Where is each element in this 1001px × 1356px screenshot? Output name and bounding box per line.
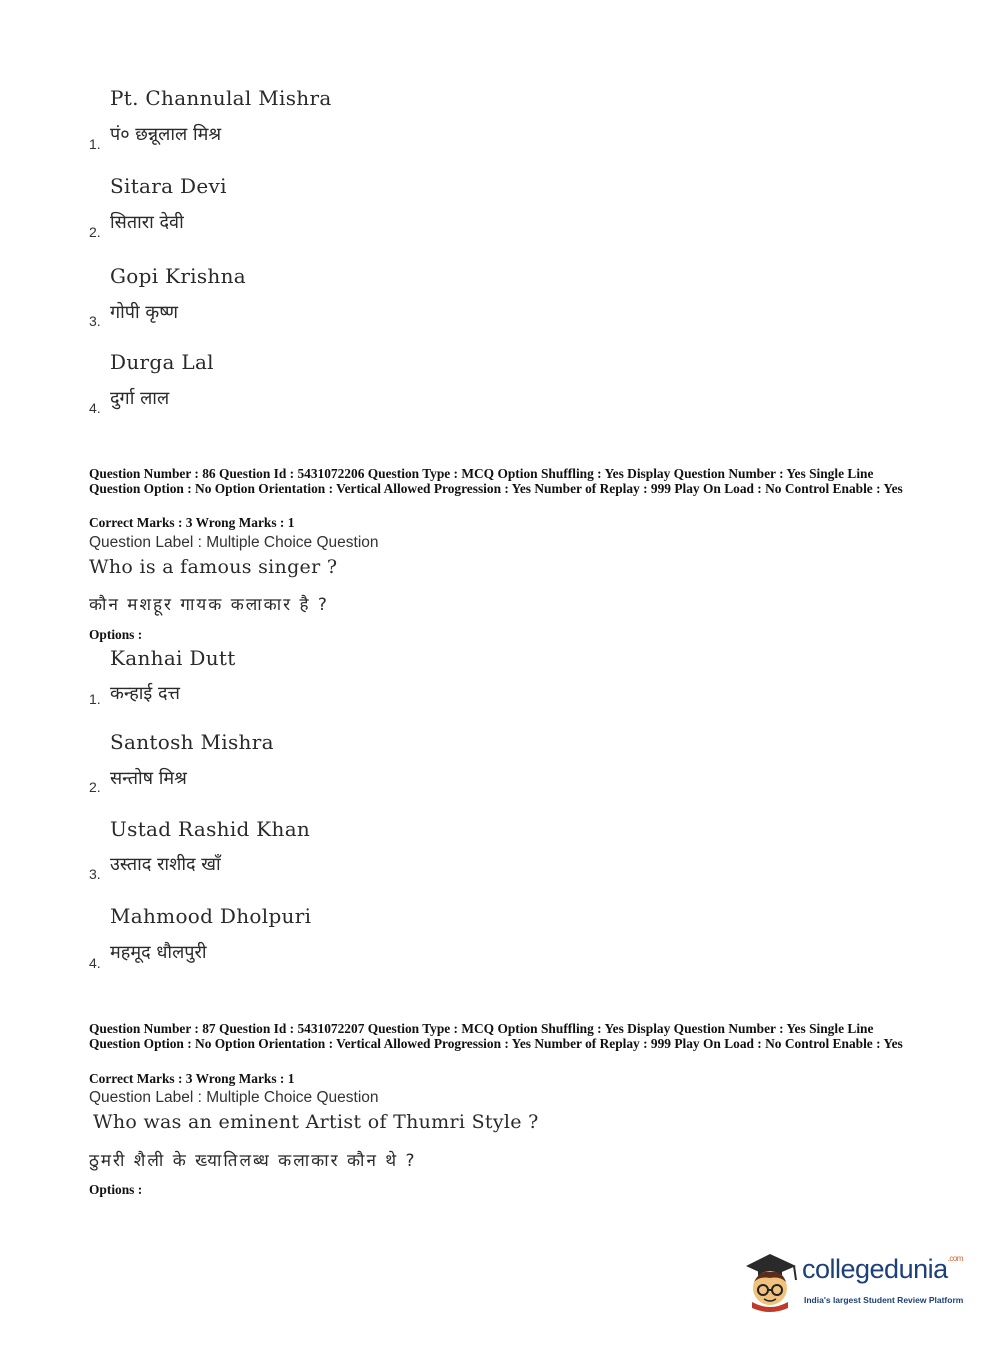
logo-name: collegedunia bbox=[802, 1254, 948, 1284]
question-87-marks: Correct Marks : 3 Wrong Marks : 1 bbox=[89, 1071, 295, 1086]
question-86-options-label: Options : bbox=[89, 627, 143, 642]
q86-option-1-number: 1. bbox=[89, 691, 101, 707]
option-3-number: 3. bbox=[89, 313, 101, 329]
logo-suffix: .com bbox=[947, 1254, 963, 1263]
logo-tagline: India's largest Student Review Platform bbox=[804, 1295, 964, 1305]
question-86-text-en: Who is a famous singer ? bbox=[89, 556, 338, 578]
question-86-meta: Question Number : 86 Question Id : 5431072206 Question Type : MCQ Option Shuffling : Yes Display Question Number : Yes Single Line Question Option : No Option Orientation : Vertical Allowed Progression : Yes Number of Replay : 999 Play On Load : No Control Enable : Yes bbox=[89, 466, 903, 496]
q86-option-4-en: Mahmood Dholpuri bbox=[110, 904, 312, 928]
question-87-label: Question Label : Multiple Choice Question bbox=[89, 1089, 379, 1106]
q86-option-1-hi: कन्हाई दत्त bbox=[110, 683, 180, 704]
option-1-number: 1. bbox=[89, 136, 101, 152]
q86-option-2-en: Santosh Mishra bbox=[110, 730, 274, 754]
logo-wordmark bbox=[802, 1254, 963, 1285]
question-86-text-hi: कौन मशहूर गायक कलाकार है ? bbox=[89, 595, 329, 615]
question-86-marks: Correct Marks : 3 Wrong Marks : 1 bbox=[89, 515, 295, 530]
q86-option-4-number: 4. bbox=[89, 955, 101, 971]
question-87-meta: Question Number : 87 Question Id : 5431072207 Question Type : MCQ Option Shuffling : Yes Display Question Number : Yes Single Line Question Option : No Option Orientation : Vertical Allowed Progression : Yes Number of Replay : 999 Play On Load : No Control Enable : Yes bbox=[89, 1021, 903, 1051]
q86-option-2-number: 2. bbox=[89, 779, 101, 795]
q86-option-3-number: 3. bbox=[89, 866, 101, 882]
question-87-text-hi: ठुमरी शैली के ख्यातिलब्ध कलाकार कौन थे ? bbox=[89, 1151, 417, 1171]
option-2-number: 2. bbox=[89, 224, 101, 240]
q86-option-2-hi: सन्तोष मिश्र bbox=[110, 768, 187, 789]
mascot-icon bbox=[740, 1250, 802, 1312]
option-2-hi: सितारा देवी bbox=[110, 212, 184, 233]
option-1-en: Pt. Channulal Mishra bbox=[110, 86, 332, 110]
option-3-en: Gopi Krishna bbox=[110, 264, 247, 288]
option-2-en: Sitara Devi bbox=[110, 174, 227, 198]
question-87-options-label: Options : bbox=[89, 1182, 143, 1197]
question-87-text-en: Who was an eminent Artist of Thumri Style ? bbox=[93, 1111, 539, 1133]
q86-option-4-hi: महमूद धौलपुरी bbox=[110, 942, 207, 963]
q86-option-3-hi: उस्ताद राशीद खाँ bbox=[110, 854, 221, 875]
collegedunia-logo[interactable] bbox=[740, 1250, 970, 1315]
option-1-hi: पं० छन्नूलाल मिश्र bbox=[110, 124, 222, 145]
q86-option-3-en: Ustad Rashid Khan bbox=[110, 817, 311, 841]
q86-option-1-en: Kanhai Dutt bbox=[110, 646, 236, 670]
question-86-label: Question Label : Multiple Choice Question bbox=[89, 534, 379, 551]
option-4-number: 4. bbox=[89, 400, 101, 416]
option-4-en: Durga Lal bbox=[110, 350, 214, 374]
option-4-hi: दुर्गा लाल bbox=[110, 388, 170, 409]
option-3-hi: गोपी कृष्ण bbox=[110, 302, 179, 323]
